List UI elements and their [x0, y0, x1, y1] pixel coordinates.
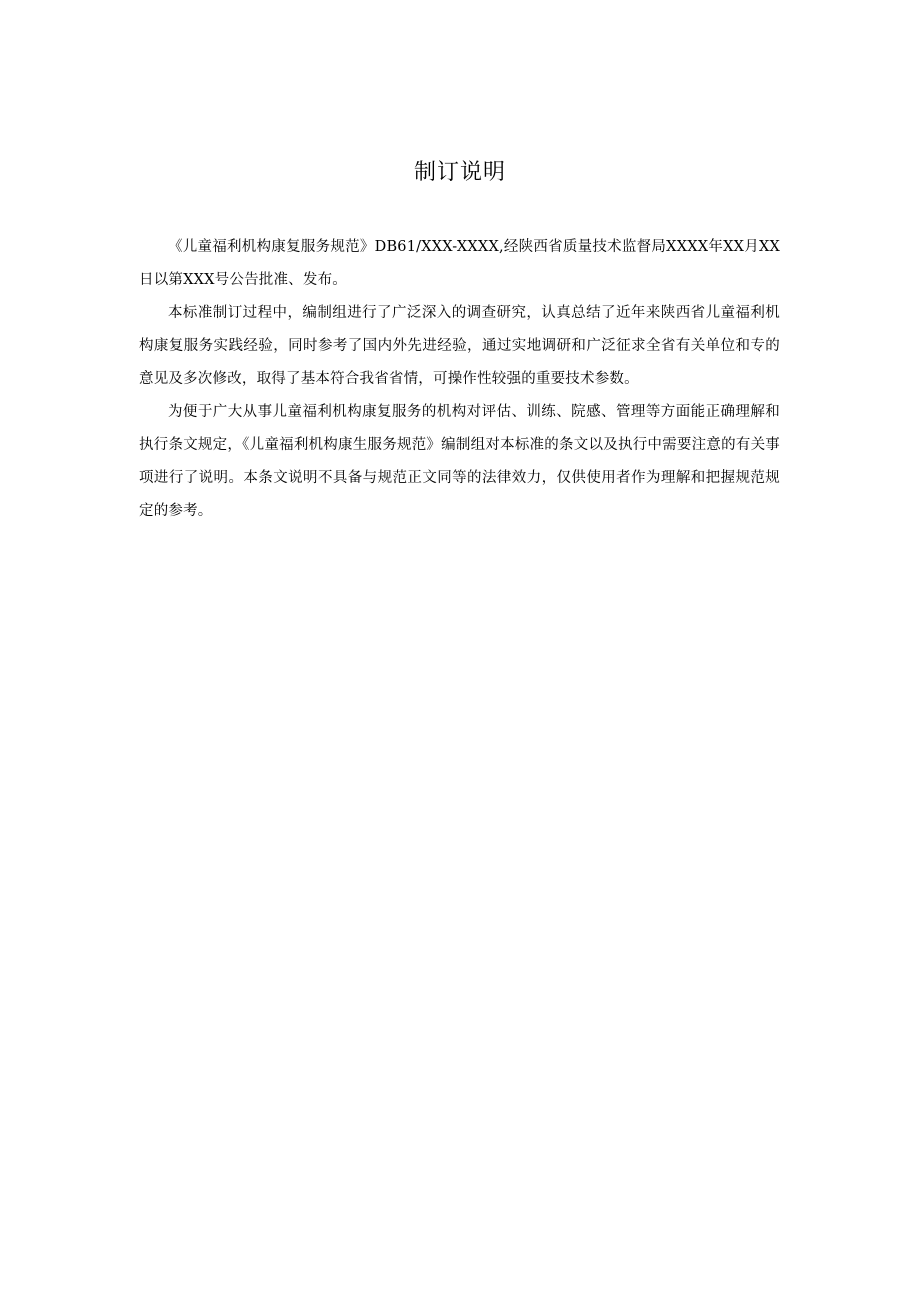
document-title: 制订说明: [413, 160, 506, 185]
paragraph-approval: 《儿童福利机构康复服务规范》DB61/XXX-XXXX,经陕西省质量技术监督局XXXX年XX月XX日以第XXX号公告批准、发布。: [139, 239, 780, 288]
paragraph-purpose: 为便于广大从事儿童福利机构康复服务的机构对评估、训练、院感、管理等方面能正确理解和执行条文规定，《儿童福利机构康生服务规范》编制组对本标准的条文以及执行中需要注意的有关事项进行了说明。本条文说明不具备与规范正文同等的法律效力，仅供使用者作为理解和把握规范规定的参考。: [139, 404, 780, 519]
paragraph-process: 本标准制订过程中，编制组进行了广泛深入的调查研究，认真总结了近年来陕西省儿童福利机构康复服务实践经验，同时参考了国内外先进经验，通过实地调研和广泛征求全省有关单位和专的意见及多次修改，取得了基本符合我省省情，可操作性较强的重要技术参数。: [139, 305, 780, 387]
document-body: [139, 231, 780, 528]
